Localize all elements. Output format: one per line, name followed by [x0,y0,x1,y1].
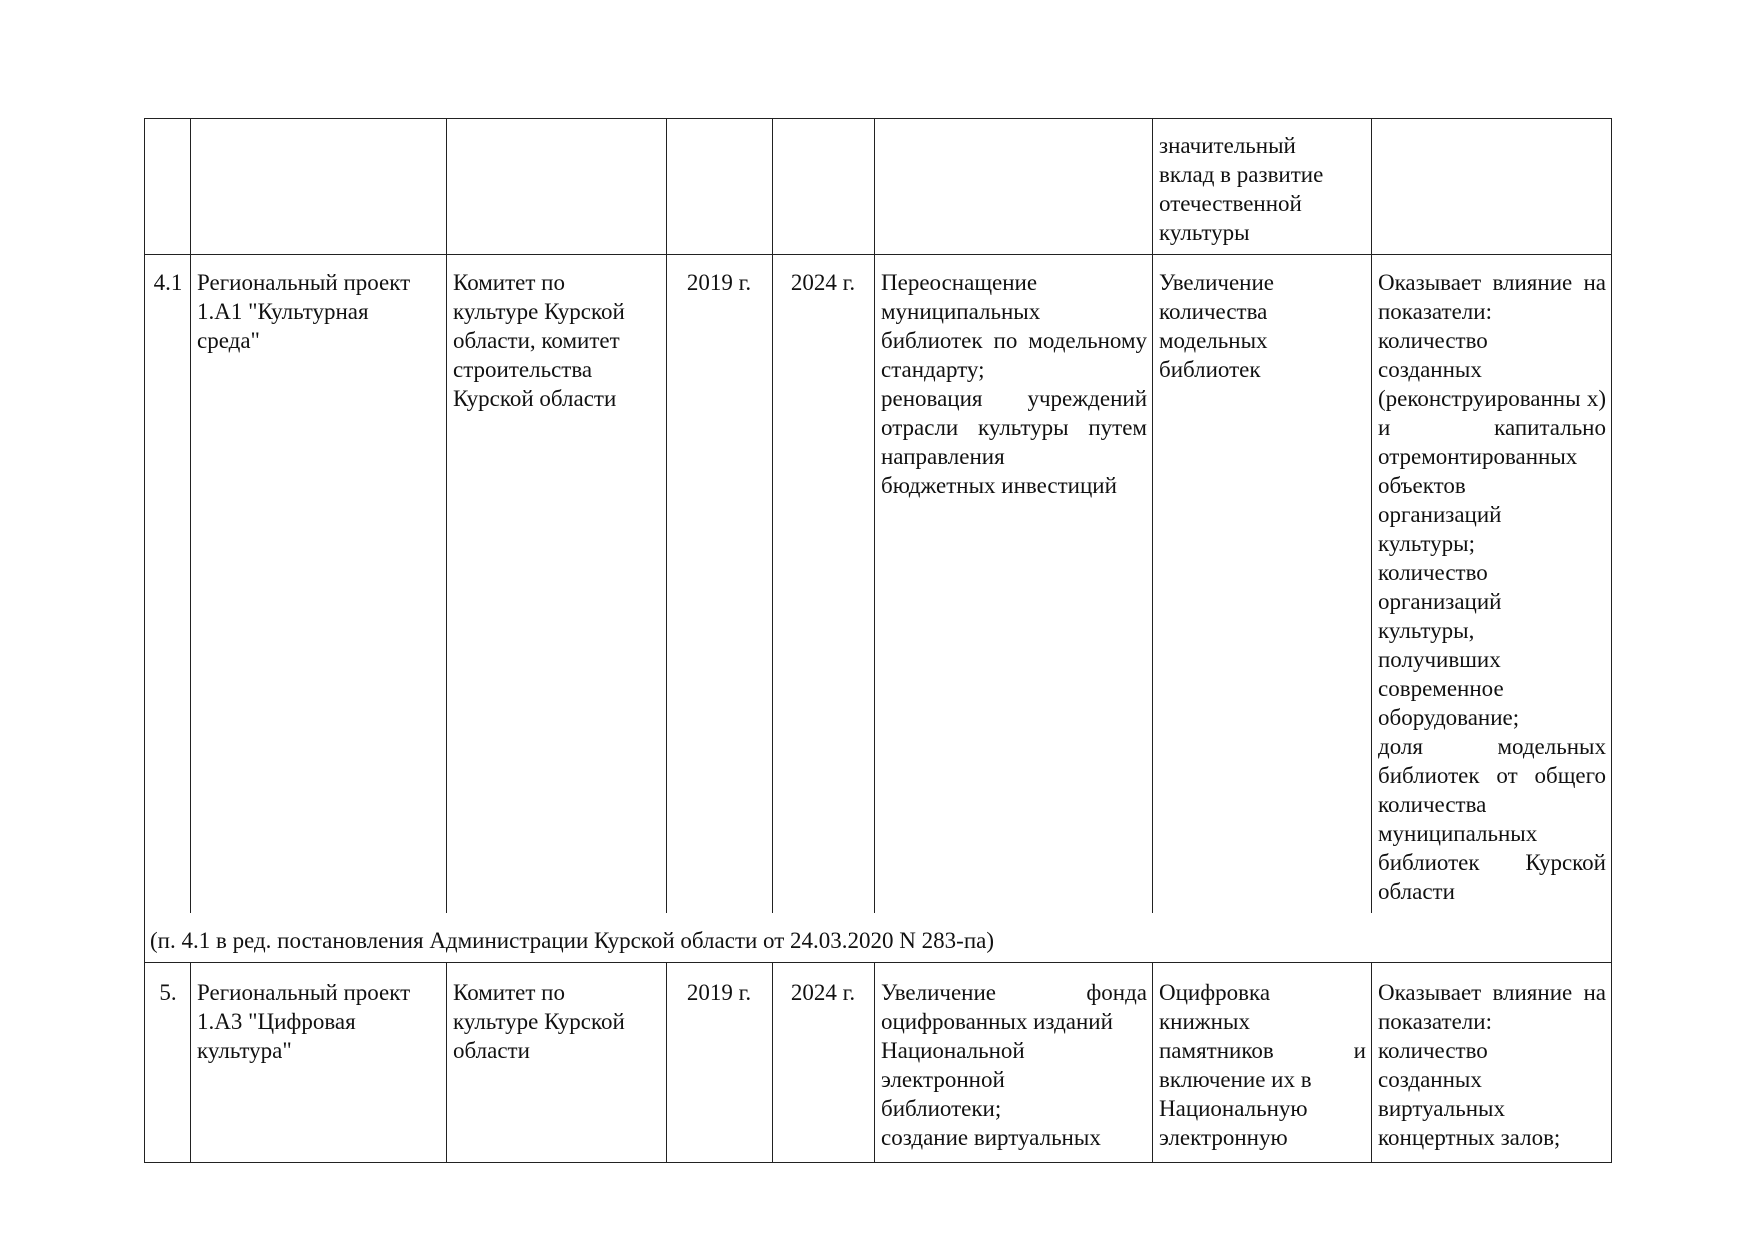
column-divider [874,118,875,913]
table-cell-result-continuation: значительный вклад в развитие отечественной культуры [1159,133,1324,245]
column-divider [446,118,447,913]
column-divider [190,962,191,1163]
table-cell-executor: Комитет по культуре Курской области [453,980,625,1063]
column-divider [666,118,667,913]
column-divider [666,962,667,1163]
column-divider [1371,118,1372,913]
table-cell-end-year: 2024 г. [790,980,856,1005]
table-cell-start-year: 2019 г. [686,270,752,295]
table-cell-influence: Оказывает влияние на показатели: количество созданных виртуальных концертных залов; [1378,980,1606,1150]
column-divider [874,962,875,1163]
column-divider [1152,962,1153,1163]
table-cell-executor: Комитет по культуре Курской области, комитет строительства Курской области [453,270,625,411]
table-cell-result: Оцифровка книжных памятников и включение их в Национальную электронную [1159,980,1366,1150]
row-divider [144,962,1612,963]
table-cell-content: Увеличение фонда оцифрованных изданий Национальной электронной библиотеки; создание виртуальных [881,980,1147,1150]
column-divider [772,962,773,1163]
column-divider [446,962,447,1163]
table-cell-project-name: Региональный проект 1.А3 "Цифровая культура" [197,980,411,1063]
table-cell-end-year: 2024 г. [790,270,856,295]
table-cell-content: Переоснащение муниципальных библиотек по модельному стандарту; реновация учреждений отрасли культуры путем направления бюджетных инвестиций [881,270,1147,498]
column-divider [1371,962,1372,1163]
amendment-note: (п. 4.1 в ред. постановления Администрации Курской области от 24.03.2020 N 283-па) [150,928,994,953]
row-divider [144,254,1612,255]
column-divider [1152,118,1153,913]
table-cell-start-year: 2019 г. [686,980,752,1005]
column-divider [772,118,773,913]
table-cell-project-name: Региональный проект 1.А1 "Культурная среда" [197,270,411,353]
table-cell-result: Увеличение количества модельных библиотек [1159,270,1275,382]
table-cell-number: 4.1 [153,270,183,295]
table-cell-number: 5. [159,980,177,1005]
column-divider [190,118,191,913]
table-cell-influence: Оказывает влияние на показатели: количество созданных (реконструированны х) и капитально отремонтированных объектов организаций культуры; количество организаций культуры, получивших современное оборудование; доля модельных библиотек от общего количества муниципальных библиотек Курской области [1378,270,1606,904]
